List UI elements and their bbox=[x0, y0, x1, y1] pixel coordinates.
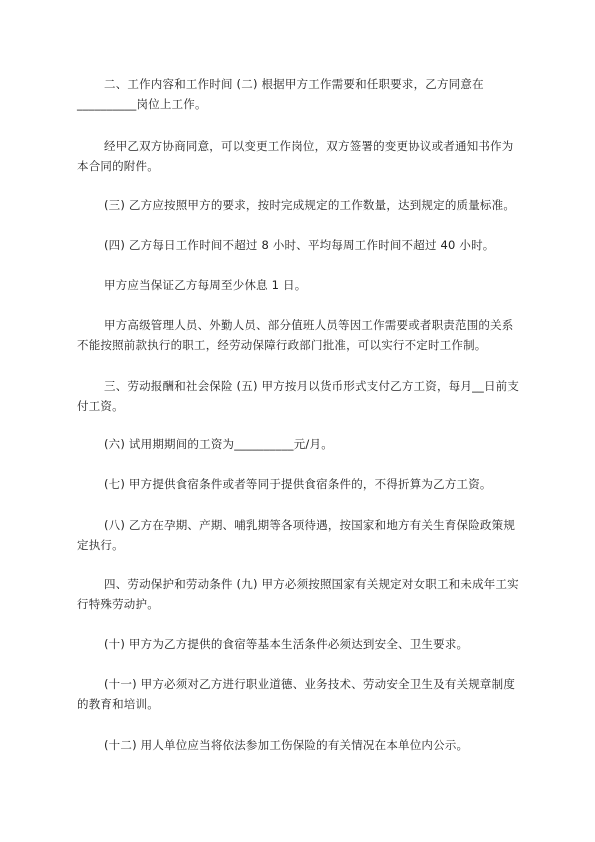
paragraph-change-position bbox=[77, 136, 524, 176]
paragraph-clause-10 bbox=[104, 634, 524, 654]
paragraph-remuneration bbox=[77, 376, 524, 416]
text-line: (六) 试用期期间的工资为__________元/月。 bbox=[104, 437, 333, 451]
text-line: 甲方应当保证乙方每周至少休息 1 日。 bbox=[104, 278, 307, 292]
paragraph-clause-3 bbox=[104, 195, 524, 215]
text-line: 行特殊劳动护。 bbox=[77, 597, 159, 611]
paragraph-work-content bbox=[77, 74, 524, 114]
text-line: (四) 乙方每日工作时间不超过 8 小时、平均每周工作时间不超过 40 小时。 bbox=[104, 238, 495, 252]
text-line: 不能按照前款执行的职工，经劳动保障行政部门批准，可以实行不定时工作制。 bbox=[77, 338, 487, 352]
text-line: 付工资。 bbox=[77, 399, 124, 413]
paragraph-clause-11 bbox=[77, 674, 524, 714]
paragraph-labor-protection bbox=[77, 574, 524, 614]
text-line: 二、工作内容和工作时间 (二) 根据甲方工作需要和任职要求，乙方同意在 bbox=[104, 77, 484, 91]
paragraph-clause-4 bbox=[104, 235, 524, 255]
text-line: 甲方高级管理人员、外勤人员、部分值班人员等因工作需要或者职责范围的关系 bbox=[104, 318, 514, 332]
text-line: 本合同的附件。 bbox=[77, 159, 159, 173]
text-line: (十一) 甲方必须对乙方进行职业道德、业务技术、劳动安全卫生及有关规章制度 bbox=[104, 677, 516, 691]
text-line: __________岗位上工作。 bbox=[77, 97, 207, 111]
text-line: (十) 甲方为乙方提供的食宿等基本生活条件必须达到安全、卫生要求。 bbox=[104, 637, 469, 651]
text-line: 的教育和培训。 bbox=[77, 697, 159, 711]
text-line: 经甲乙双方协商同意，可以变更工作岗位，双方签署的变更协议或者通知书作为 bbox=[104, 139, 514, 153]
paragraph-clause-6 bbox=[104, 434, 524, 454]
text-line: (七) 甲方提供食宿条件或者等同于提供食宿条件的，不得折算为乙方工资。 bbox=[104, 477, 492, 491]
text-line: (十二) 用人单位应当将依法参加工伤保险的有关情况在本单位内公示。 bbox=[104, 738, 469, 752]
text-line: (八) 乙方在孕期、产期、哺乳期等各项待遇，按国家和地方有关生育保险政策规 bbox=[104, 518, 516, 532]
paragraph-clause-8 bbox=[77, 515, 524, 555]
text-line: 四、劳动保护和劳动条件 (九) 甲方必须按照国家有关规定对女职工和未成年工实 bbox=[104, 577, 519, 591]
paragraph-clause-12 bbox=[104, 735, 524, 755]
text-line: 定执行。 bbox=[77, 538, 124, 552]
text-line: 三、劳动报酬和社会保险 (五) 甲方按月以货币形式支付乙方工资，每月__日前支 bbox=[104, 379, 520, 393]
paragraph-flexible-hours bbox=[77, 315, 524, 355]
paragraph-clause-7 bbox=[104, 474, 524, 494]
paragraph-rest-day bbox=[104, 275, 524, 295]
text-line: (三) 乙方应按照甲方的要求，按时完成规定的工作数量，达到规定的质量标准。 bbox=[104, 198, 516, 212]
